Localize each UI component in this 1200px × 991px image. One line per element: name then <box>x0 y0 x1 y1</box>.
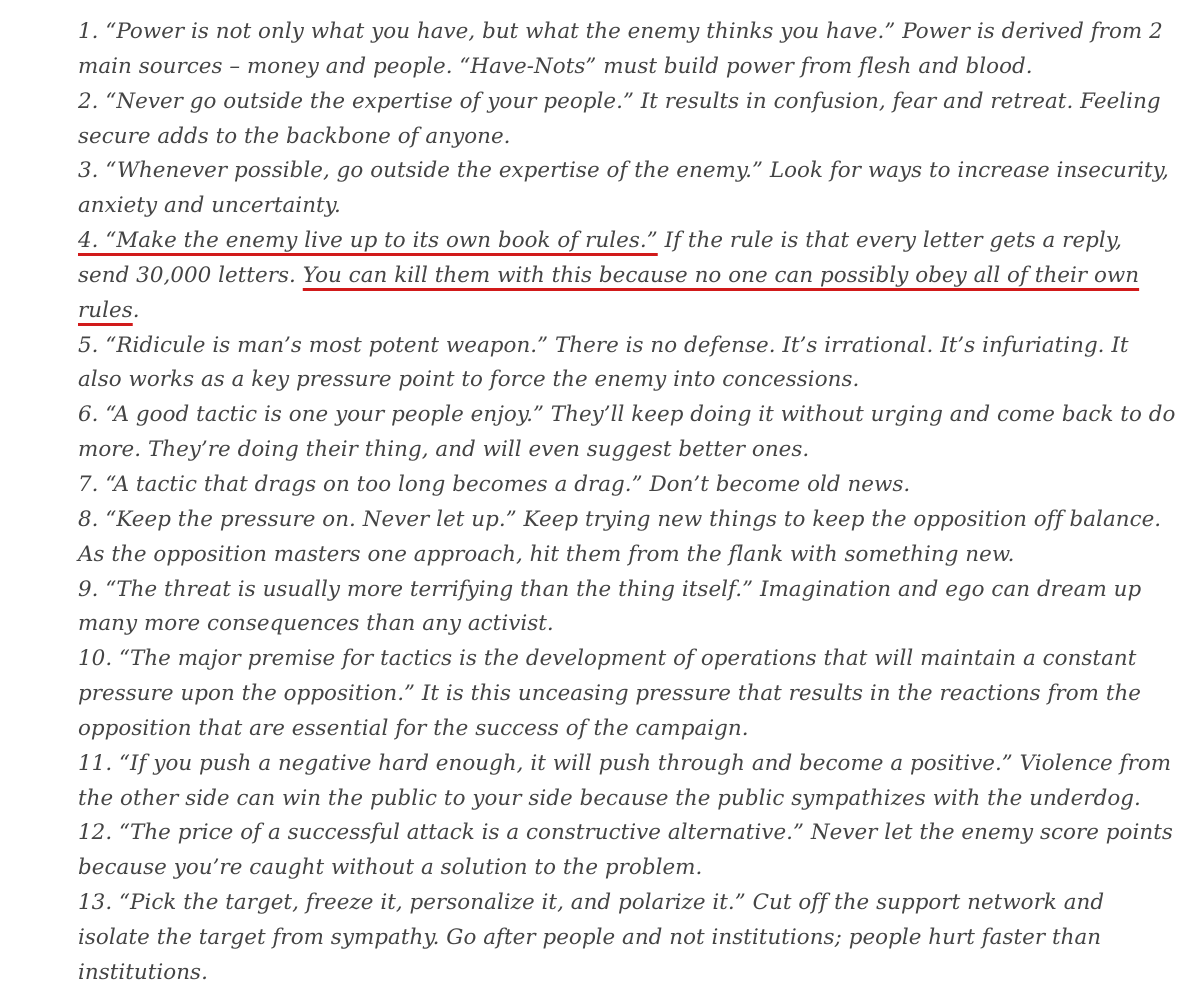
rule-1: 1. “Power is not only what you have, but what the enemy thinks you have.” Power is derived from 2 main sources – money and people. “Have-Nots” must build power from flesh and blood. <box>78 19 1163 79</box>
rule-5: 5. “Ridicule is man’s most potent weapon.” There is no defense. It’s irrational. It’s infuriating. It also works as a key pressure point to force the enemy into concessions. <box>78 332 1129 393</box>
rule-4 <box>78 224 1178 329</box>
rule-11: 11. “If you push a negative hard enough, it will push through and become a positive.” Violence from the other side can win the public to your side because the public sympathizes with the underdog. <box>78 750 1172 811</box>
rule-4-period: . <box>132 297 140 323</box>
rule-2: 2. “Never go outside the expertise of your people.” It results in confusion, fear and retreat. Feeling secure adds to the backbone of anyone. <box>78 88 1161 149</box>
rule-4-text: If the rule is that every letter gets a reply, send 30,000 letters. <box>78 228 1122 288</box>
rule-6: 6. “A good tactic is one your people enjoy.” They’ll keep doing it without urging and come back to do more. They’re doing their thing, and will even suggest better ones. <box>78 402 1176 463</box>
rule-7: 7. “A tactic that drags on too long becomes a drag.” Don’t become old news. <box>78 471 911 497</box>
rule-9: 9. “The threat is usually more terrifying than the thing itself.” Imagination and ego can dream up many more consequences than any activist. <box>78 576 1142 637</box>
rule-3: 3. “Whenever possible, go outside the expertise of the enemy.” Look for ways to increase insecurity, anxiety and uncertainty. <box>78 158 1169 219</box>
rule-13: 13. “Pick the target, freeze it, personalize it, and polarize it.” Cut off the support network and isolate the target from sympathy. Go after people and not institutions; people hurt faster than institutions. <box>78 890 1105 985</box>
rules-document <box>78 15 1178 991</box>
rule-10: 10. “The major premise for tactics is the development of operations that will maintain a constant pressure upon the opposition.” It is this unceasing pressure that results in the reactions from the opposition that are essential for the success of the campaign. <box>78 646 1142 741</box>
rule-4-underlined-sentence: You can kill them with this because no one can possibly obey all of their own rules <box>78 262 1140 323</box>
rule-12: 12. “The price of a successful attack is a constructive alternative.” Never let the enemy score points because you’re caught without a solution to the problem. <box>78 820 1173 881</box>
rule-4-underlined-quote: 4. “Make the enemy live up to its own book of rules.” <box>78 228 658 254</box>
rule-8: 8. “Keep the pressure on. Never let up.” Keep trying new things to keep the opposition off balance. As the opposition masters one approach, hit them from the flank with something new. <box>78 506 1162 567</box>
